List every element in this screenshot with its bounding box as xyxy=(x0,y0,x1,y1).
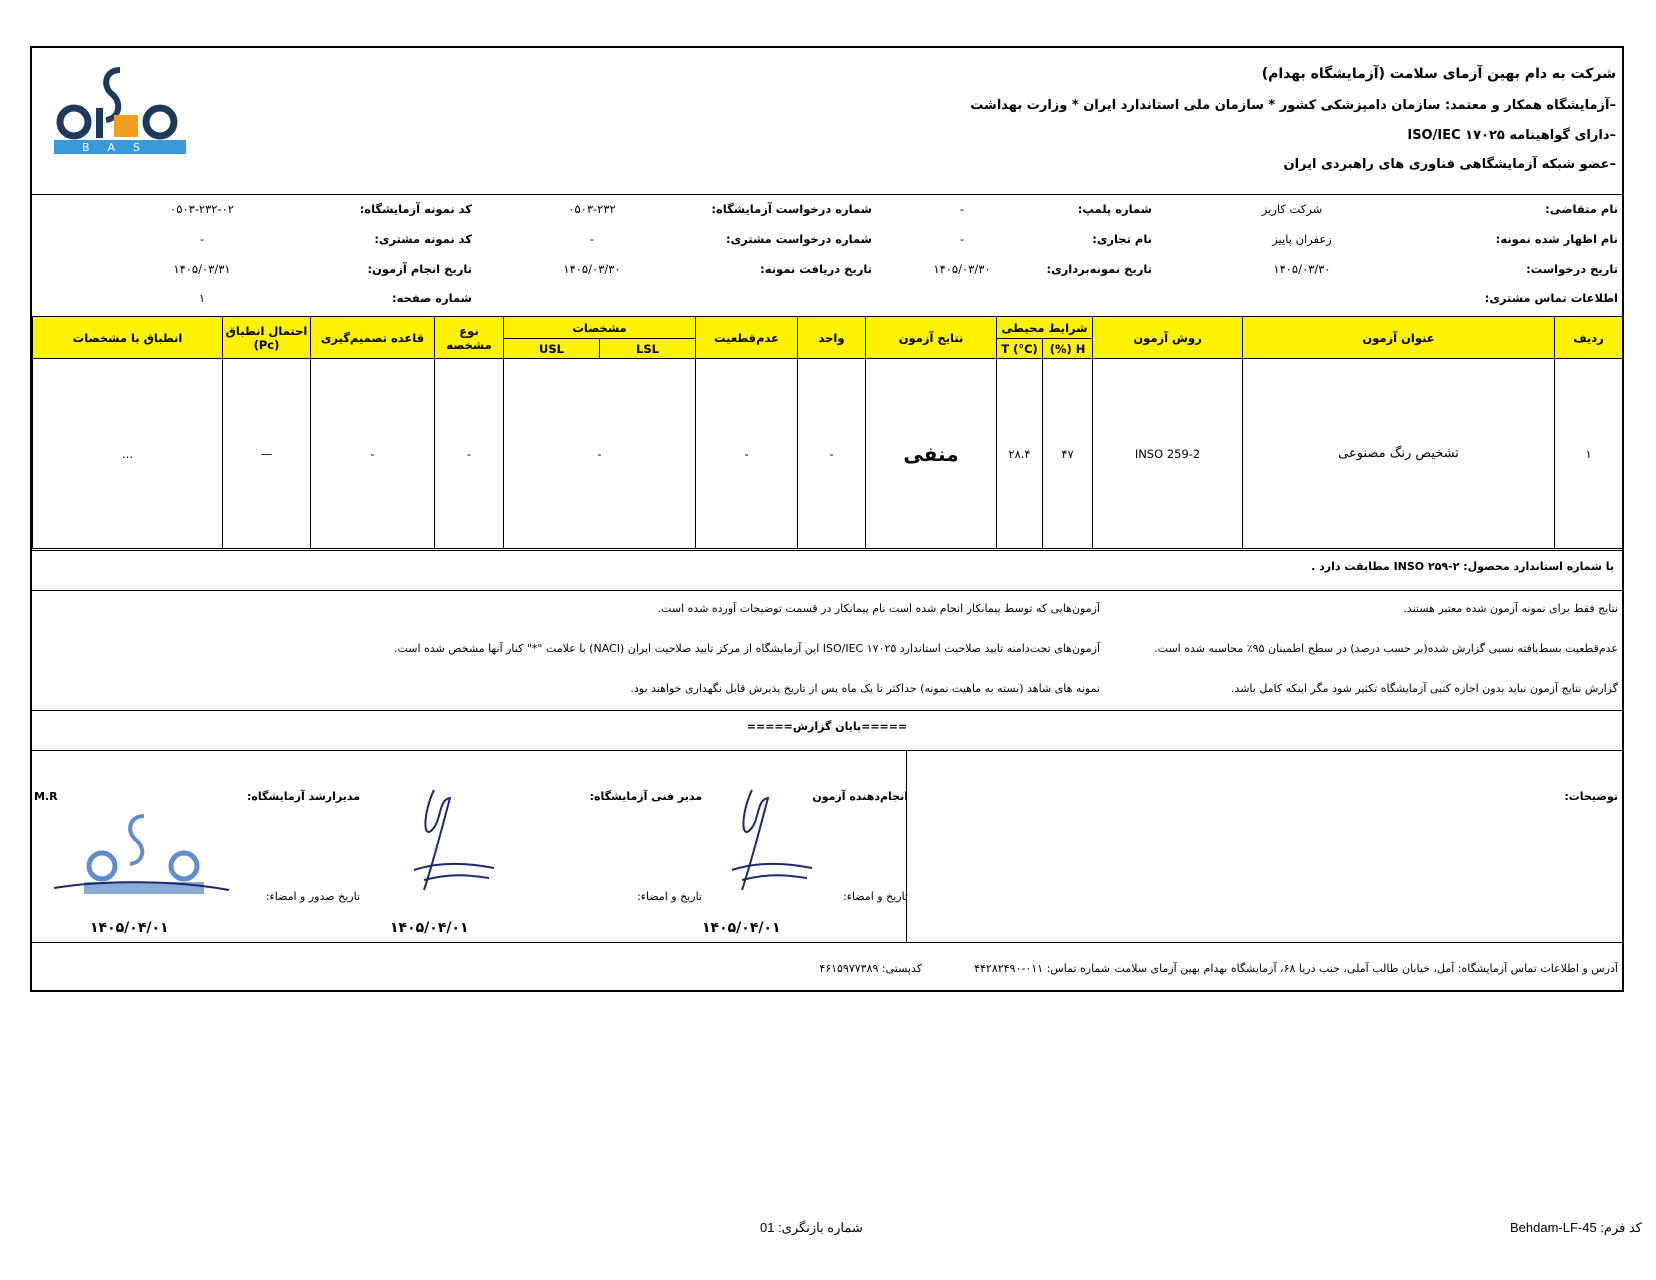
logo-text: BAS xyxy=(81,141,159,154)
report-header xyxy=(32,48,1622,194)
note-accreditation: آزمون‌های تحت‌دامنه تایید صلاحیت استاندارد ۱۷۰۲۵ ISO/IEC این آزمایشگاه از مرکز تایید صلاحیت ایران (NACI) با علامت "*" کنار آنها مشخص شده است. xyxy=(393,642,1100,655)
col-result: نتایج آزمون xyxy=(866,317,997,359)
cell-row-num: ۱ xyxy=(1555,359,1623,549)
signature-section xyxy=(32,750,1622,942)
declared-name-label: نام اظهار شده نمونه: xyxy=(1495,232,1618,246)
request-date-value: ۱۴۰۵/۰۳/۳۰ xyxy=(1273,262,1331,276)
cell-humidity: ۴۷ xyxy=(1043,359,1093,549)
cell-temp: ۲۸.۴ xyxy=(997,359,1043,549)
applicant-label: نام متقاضی: xyxy=(1545,202,1618,216)
lab-postal-code: کدپستی: ۴۶۱۵۹۷۷۳۸۹ xyxy=(819,962,922,975)
receive-date-value: ۱۴۰۵/۰۳/۳۰ xyxy=(563,262,621,276)
tech-date-label: تاریخ و امضاء: xyxy=(637,890,702,903)
lab-request-label: شماره درخواست آزمایشگاه: xyxy=(711,202,872,216)
trade-name-value: - xyxy=(959,232,965,246)
col-temp: T (°C) xyxy=(997,339,1043,359)
col-conformity: انطباق با مشخصات xyxy=(33,317,223,359)
cell-spec: - xyxy=(504,359,696,549)
comments-label: توضیحات: xyxy=(1564,790,1618,803)
note-retention: نمونه های شاهد (بسته به ماهیت نمونه) حداکثر تا یک ماه پس از تاریخ پذیرش قابل نگهداری خواهند بود. xyxy=(630,682,1100,695)
sampling-date-value: ۱۴۰۵/۰۳/۳۰ xyxy=(933,262,991,276)
table-row xyxy=(33,359,1623,549)
standard-conformity-note: با شماره استاندارد محصول: INSO ۲۵۹-۲ مطابقت دارد . xyxy=(1311,560,1614,573)
cell-spec-type: - xyxy=(435,359,504,549)
results-table xyxy=(32,316,1623,549)
col-pc: احتمال انطباق (Pc) xyxy=(223,317,311,359)
col-row: ردیف xyxy=(1555,317,1623,359)
lab-phone: شماره تماس: ۰۱۱-۴۴۲۸۲۴۹۰ xyxy=(974,962,1110,975)
cell-conformity: ... xyxy=(33,359,223,549)
company-logo xyxy=(50,60,190,160)
tester-label: انجام‌دهنده آزمون xyxy=(812,790,908,803)
trade-name-label: نام تجاری: xyxy=(1092,232,1152,246)
cell-unit: - xyxy=(798,359,866,549)
cell-method: INSO 259-2 xyxy=(1093,359,1243,549)
note-results-validity: نتایج فقط برای نمونه آزمون شده معتبر هستند. xyxy=(1403,602,1618,615)
lab-request-value: ۰۵۰۳-۲۳۲ xyxy=(568,202,616,216)
tech-date: ۱۴۰۵/۰۴/۰۱ xyxy=(390,920,469,936)
col-method: روش آزمون xyxy=(1093,317,1243,359)
col-title: عنوان آزمون xyxy=(1243,317,1555,359)
note-reproduction: گزارش نتایج آزمون نباید بدون اجازه کتبی آزمایشگاه تکثیر شود مگر اینکه کامل باشد. xyxy=(1230,682,1618,695)
form-code: کد فرم: Behdam-LF-45 xyxy=(1509,1220,1642,1235)
senior-manager-label: مدیرارشد آزمایشگاه: xyxy=(246,790,360,803)
customer-request-value: - xyxy=(589,232,595,246)
lab-sample-label: کد نمونه آزمایشگاه: xyxy=(359,202,472,216)
contact-label: اطلاعات تماس مشتری: xyxy=(1484,291,1618,305)
cell-decision: - xyxy=(311,359,435,549)
receive-date-label: تاریخ دریافت نمونه: xyxy=(760,262,872,276)
senior-date-label: تاریخ صدور و امضاء: xyxy=(265,890,360,903)
col-env: شرایط محیطی xyxy=(997,317,1093,339)
col-usl: USL xyxy=(504,339,600,359)
col-humidity: H (%) xyxy=(1043,339,1093,359)
report-frame xyxy=(30,46,1624,992)
tester-date: ۱۴۰۵/۰۴/۰۱ xyxy=(702,920,781,936)
tester-signature xyxy=(712,780,822,904)
seal-label: شماره پلمپ: xyxy=(1077,202,1152,216)
tech-manager-label: مدیر فنی آزمایشگاه: xyxy=(589,790,702,803)
customer-sample-value: - xyxy=(199,232,205,246)
note-contractor: آزمون‌هایی که توسط پیمانکار انجام شده است نام پیمانکار در قسمت توضیحات آورده شده است. xyxy=(657,602,1100,615)
cell-title: تشخیص رنگ مصنوعی xyxy=(1243,359,1555,549)
page-number-value: ۱ xyxy=(198,291,206,305)
lab-address: آدرس و اطلاعات تماس آزمایشگاه: آمل، خیابان طالب آملی، جنب دریا ۶۸، آزمایشگاه بهدام بهین آزمای سلامت xyxy=(1114,962,1618,975)
applicant-value: شرکت کاریز xyxy=(1261,202,1323,216)
cell-uncertainty: - xyxy=(696,359,798,549)
page-number-label: شماره صفحه: xyxy=(391,291,472,305)
col-lsl: LSL xyxy=(600,339,696,359)
mr-label: M.R xyxy=(34,790,58,803)
lab-sample-value: ۰۵۰۳-۲۳۲-۰۲ xyxy=(170,202,234,216)
senior-date: ۱۴۰۵/۰۴/۰۱ xyxy=(90,920,169,936)
note-uncertainty: عدم‌قطعیت بسط‌یافته نسبی گزارش شده(بر حسب درصد) در سطح اطمینان ۹۵٪ محاسبه شده است. xyxy=(1154,642,1618,655)
test-date-value: ۱۴۰۵/۰۳/۳۱ xyxy=(173,262,231,276)
cell-pc: — xyxy=(223,359,311,549)
customer-sample-label: کد نمونه مشتری: xyxy=(374,232,472,246)
col-spec-type: نوع مشخصه xyxy=(435,317,504,359)
seal-value: - xyxy=(959,202,965,216)
test-date-label: تاریخ انجام آزمون: xyxy=(367,262,472,276)
revision-number: شماره بازنگری: 01 xyxy=(760,1220,863,1235)
header-partners: –آزمایشگاه همکار و معتمد: سازمان دامپزشکی کشور * سازمان ملی استاندارد ایران * وزارت بهداشت xyxy=(970,98,1616,113)
col-uncertainty: عدم‌قطعیت xyxy=(696,317,798,359)
cell-result: منفی xyxy=(866,359,997,549)
customer-request-label: شماره درخواست مشتری: xyxy=(725,232,872,246)
end-of-report: =====پایان گزارش===== xyxy=(746,720,908,733)
sampling-date-label: تاریخ نمونه‌برداری: xyxy=(1046,262,1152,276)
declared-name-value: زعفران پاییز xyxy=(1272,232,1332,246)
header-network: –عضو شبکه آزمایشگاهی فناوری های راهبردی ایران xyxy=(1283,157,1616,172)
lab-stamp xyxy=(44,810,234,914)
header-certificate: –دارای گواهینامه ۱۷۰۲۵ ISO/IEC xyxy=(1407,128,1616,143)
tech-signature xyxy=(394,780,504,904)
col-decision: قاعده تصمیم‌گیری xyxy=(311,317,435,359)
sample-info xyxy=(32,194,1622,316)
company-name: شرکت به دام بهین آزمای سلامت (آزمایشگاه بهدام) xyxy=(1261,66,1616,82)
col-spec: مشخصات xyxy=(504,317,696,339)
col-unit: واحد xyxy=(798,317,866,359)
tester-date-label: تاریخ و امضاء: xyxy=(843,890,908,903)
request-date-label: تاریخ درخواست: xyxy=(1526,262,1618,276)
